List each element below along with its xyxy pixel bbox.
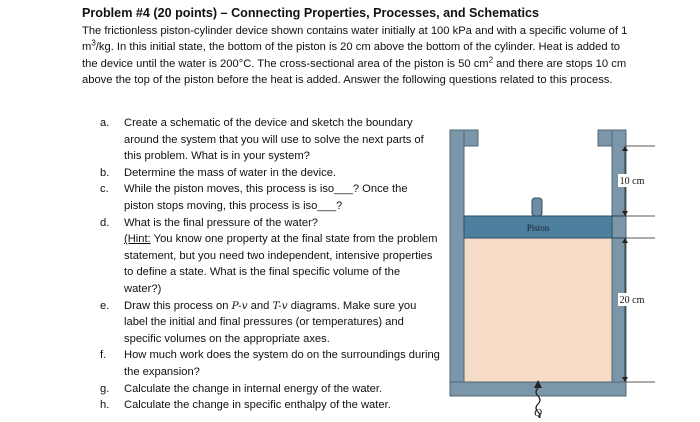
question-text: Calculate the change in specific enthalpy of the water. (124, 399, 391, 412)
question-label: c. (100, 183, 109, 196)
water-region (464, 238, 612, 382)
dim-label-20cm: 20 cm (619, 295, 645, 306)
heat-label: Q (534, 407, 542, 418)
stop-right (598, 130, 612, 146)
question-e (100, 298, 440, 348)
problem-intro: The frictionless piston-cylinder device shown contains water initially at 100 kPa and with a specific volume of 1 $m^3/kg$. In this initial state, the bottom of the piston is 20 cm above the bottom of the cylinder. Heat is added to the device until the water is 200°C. The cross-sectional area of the piston is 50 $cm^2$ and there are stops 10 cm above the top of the piston before the heat is added. Answer the following questions related to this process. (82, 25, 628, 87)
stop-left (464, 130, 478, 146)
question-text: Create a schematic of the device and sketch the boundary around the system that you will use to solve the next parts of this problem. What is in your system? (124, 117, 424, 163)
dim-label-10cm: 10 cm (619, 176, 645, 187)
cylinder-right-wall (612, 130, 626, 396)
question-label: e. (100, 299, 110, 312)
hint-label: (Hint: (124, 233, 151, 246)
question-list (100, 115, 440, 414)
cylinder-left-wall (450, 130, 464, 396)
question-text: Draw this process on P-v and T-v diagrams. Make sure you label the initial and final pressures (or temperatures) and specific volumes on the appropriate axes. (124, 299, 417, 345)
question-text: How much work does the system do on the surroundings during the expansion? (124, 349, 440, 378)
piston-cylinder-diagram (440, 118, 690, 418)
question-text: While the piston moves, this process is iso___? Once the piston stops moving, this process is iso___? (124, 183, 408, 212)
question-label: d. (100, 216, 110, 229)
question-label: h. (100, 399, 110, 412)
piston-label: Piston (526, 223, 550, 233)
question-f (100, 347, 440, 380)
question-text: Calculate the change in internal energy of the water. (124, 382, 383, 395)
question-g (100, 381, 440, 398)
question-b (100, 165, 440, 182)
question-text: What is the final pressure of the water? (Hint: You know one property at the final state from the problem statement, but you need two independent, intensive properties to define a state. What is the final specific volume of the water?) (124, 216, 438, 295)
hint: (Hint: You know one property at the final state from the problem statement, but you need two independent, intensive properties to define a state. What is the final specific volume of the water?) (124, 233, 438, 295)
question-label: f. (100, 349, 107, 362)
question-c (100, 181, 440, 214)
question-label: a. (100, 117, 110, 129)
question-label: g. (100, 382, 110, 395)
question-d (100, 215, 440, 298)
problem-title: Problem #4 (20 points) – Connecting Properties, Processes, and Schematics (82, 6, 540, 20)
question-text: Determine the mass of water in the device. (124, 166, 337, 179)
question-h (100, 397, 440, 414)
question-label: b. (100, 166, 110, 179)
piston-rod (532, 198, 542, 216)
question-a (100, 115, 440, 165)
